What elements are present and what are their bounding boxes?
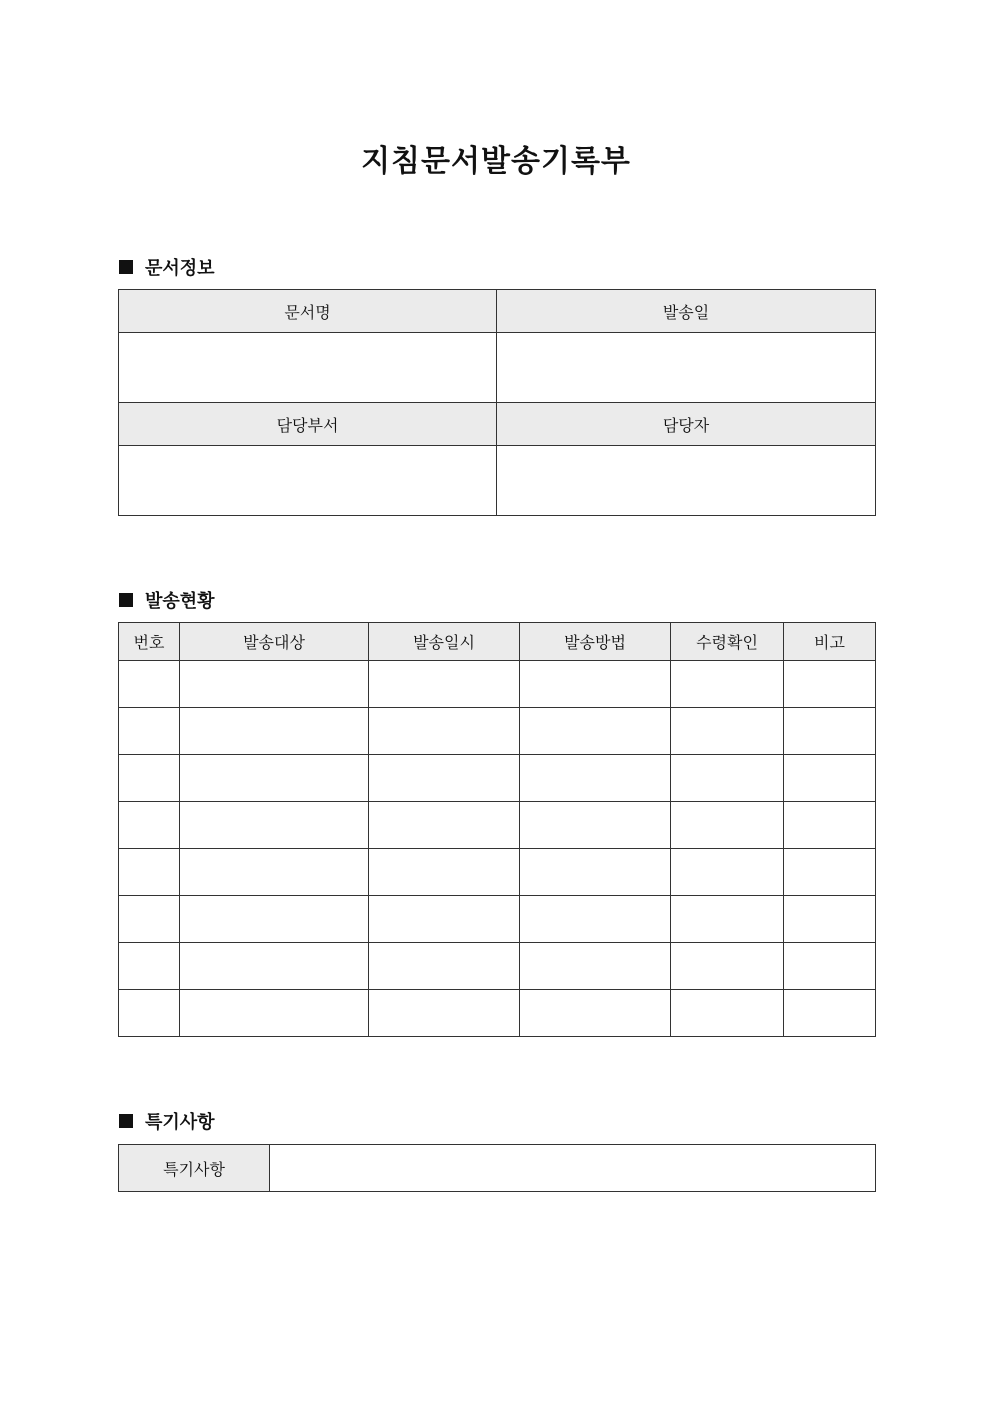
table-row (119, 849, 876, 896)
manager-label: 담당자 (497, 403, 876, 446)
table-cell[interactable] (671, 802, 784, 849)
table-cell[interactable] (784, 708, 876, 755)
table-cell[interactable] (671, 708, 784, 755)
table-cell[interactable] (520, 708, 671, 755)
table-row (119, 943, 876, 990)
table-cell[interactable] (784, 661, 876, 708)
table-cell[interactable] (119, 755, 180, 802)
table-row (119, 990, 876, 1037)
table-cell[interactable] (180, 708, 369, 755)
table-cell[interactable] (369, 849, 520, 896)
table-row (119, 661, 876, 708)
table-row (119, 708, 876, 755)
table-cell[interactable] (784, 755, 876, 802)
table-row (119, 896, 876, 943)
table-cell[interactable] (119, 990, 180, 1037)
table-cell[interactable] (520, 802, 671, 849)
column-header-target: 발송대상 (180, 623, 369, 661)
table-cell[interactable] (520, 896, 671, 943)
table-cell[interactable] (671, 943, 784, 990)
section-heading-status-label: 발송현황 (145, 591, 215, 612)
table-cell[interactable] (369, 755, 520, 802)
table-row (119, 802, 876, 849)
doc-name-field[interactable] (119, 333, 497, 403)
table-cell[interactable] (784, 849, 876, 896)
table-cell[interactable] (784, 802, 876, 849)
document-info-table (118, 289, 876, 516)
table-cell[interactable] (784, 943, 876, 990)
table-cell[interactable] (369, 802, 520, 849)
table-cell[interactable] (671, 755, 784, 802)
table-cell[interactable] (180, 943, 369, 990)
table-cell[interactable] (369, 896, 520, 943)
table-cell[interactable] (784, 896, 876, 943)
dept-label: 담당부서 (119, 403, 497, 446)
table-cell[interactable] (784, 990, 876, 1037)
table-cell[interactable] (119, 896, 180, 943)
section-heading-status (119, 587, 215, 613)
table-cell[interactable] (369, 990, 520, 1037)
section-heading-info-label: 문서정보 (145, 258, 215, 279)
table-cell[interactable] (180, 755, 369, 802)
table-cell[interactable] (369, 943, 520, 990)
table-cell[interactable] (671, 849, 784, 896)
doc-name-label: 문서명 (119, 290, 497, 333)
table-cell[interactable] (119, 849, 180, 896)
square-bullet-icon (119, 593, 133, 607)
dept-field[interactable] (119, 446, 497, 516)
table-cell[interactable] (180, 990, 369, 1037)
send-date-field[interactable] (497, 333, 876, 403)
column-header-datetime: 발송일시 (369, 623, 520, 661)
section-heading-info (119, 254, 215, 280)
send-status-rows (119, 661, 876, 1037)
table-cell[interactable] (369, 661, 520, 708)
table-cell[interactable] (671, 990, 784, 1037)
table-cell[interactable] (520, 990, 671, 1037)
square-bullet-icon (119, 260, 133, 274)
square-bullet-icon (119, 1114, 133, 1128)
special-notes-table (118, 1144, 876, 1192)
column-header-receipt: 수령확인 (671, 623, 784, 661)
table-cell[interactable] (180, 661, 369, 708)
send-status-table (118, 622, 876, 1037)
table-cell[interactable] (520, 661, 671, 708)
table-row (119, 755, 876, 802)
table-cell[interactable] (520, 943, 671, 990)
section-heading-notes-label: 특기사항 (145, 1112, 215, 1133)
special-notes-field[interactable] (270, 1145, 876, 1192)
table-cell[interactable] (180, 896, 369, 943)
table-cell[interactable] (520, 755, 671, 802)
column-header-method: 발송방법 (520, 623, 671, 661)
table-cell[interactable] (119, 943, 180, 990)
table-cell[interactable] (369, 708, 520, 755)
table-cell[interactable] (180, 849, 369, 896)
table-cell[interactable] (119, 708, 180, 755)
table-cell[interactable] (119, 661, 180, 708)
column-header-number: 번호 (119, 623, 180, 661)
table-cell[interactable] (180, 802, 369, 849)
send-date-label: 발송일 (497, 290, 876, 333)
special-notes-label: 특기사항 (119, 1145, 270, 1192)
section-heading-notes (119, 1108, 215, 1134)
table-cell[interactable] (671, 896, 784, 943)
column-header-remarks: 비고 (784, 623, 876, 661)
table-cell[interactable] (671, 661, 784, 708)
table-cell[interactable] (119, 802, 180, 849)
manager-field[interactable] (497, 446, 876, 516)
table-cell[interactable] (520, 849, 671, 896)
document-title: 지침문서발송기록부 (361, 144, 631, 179)
